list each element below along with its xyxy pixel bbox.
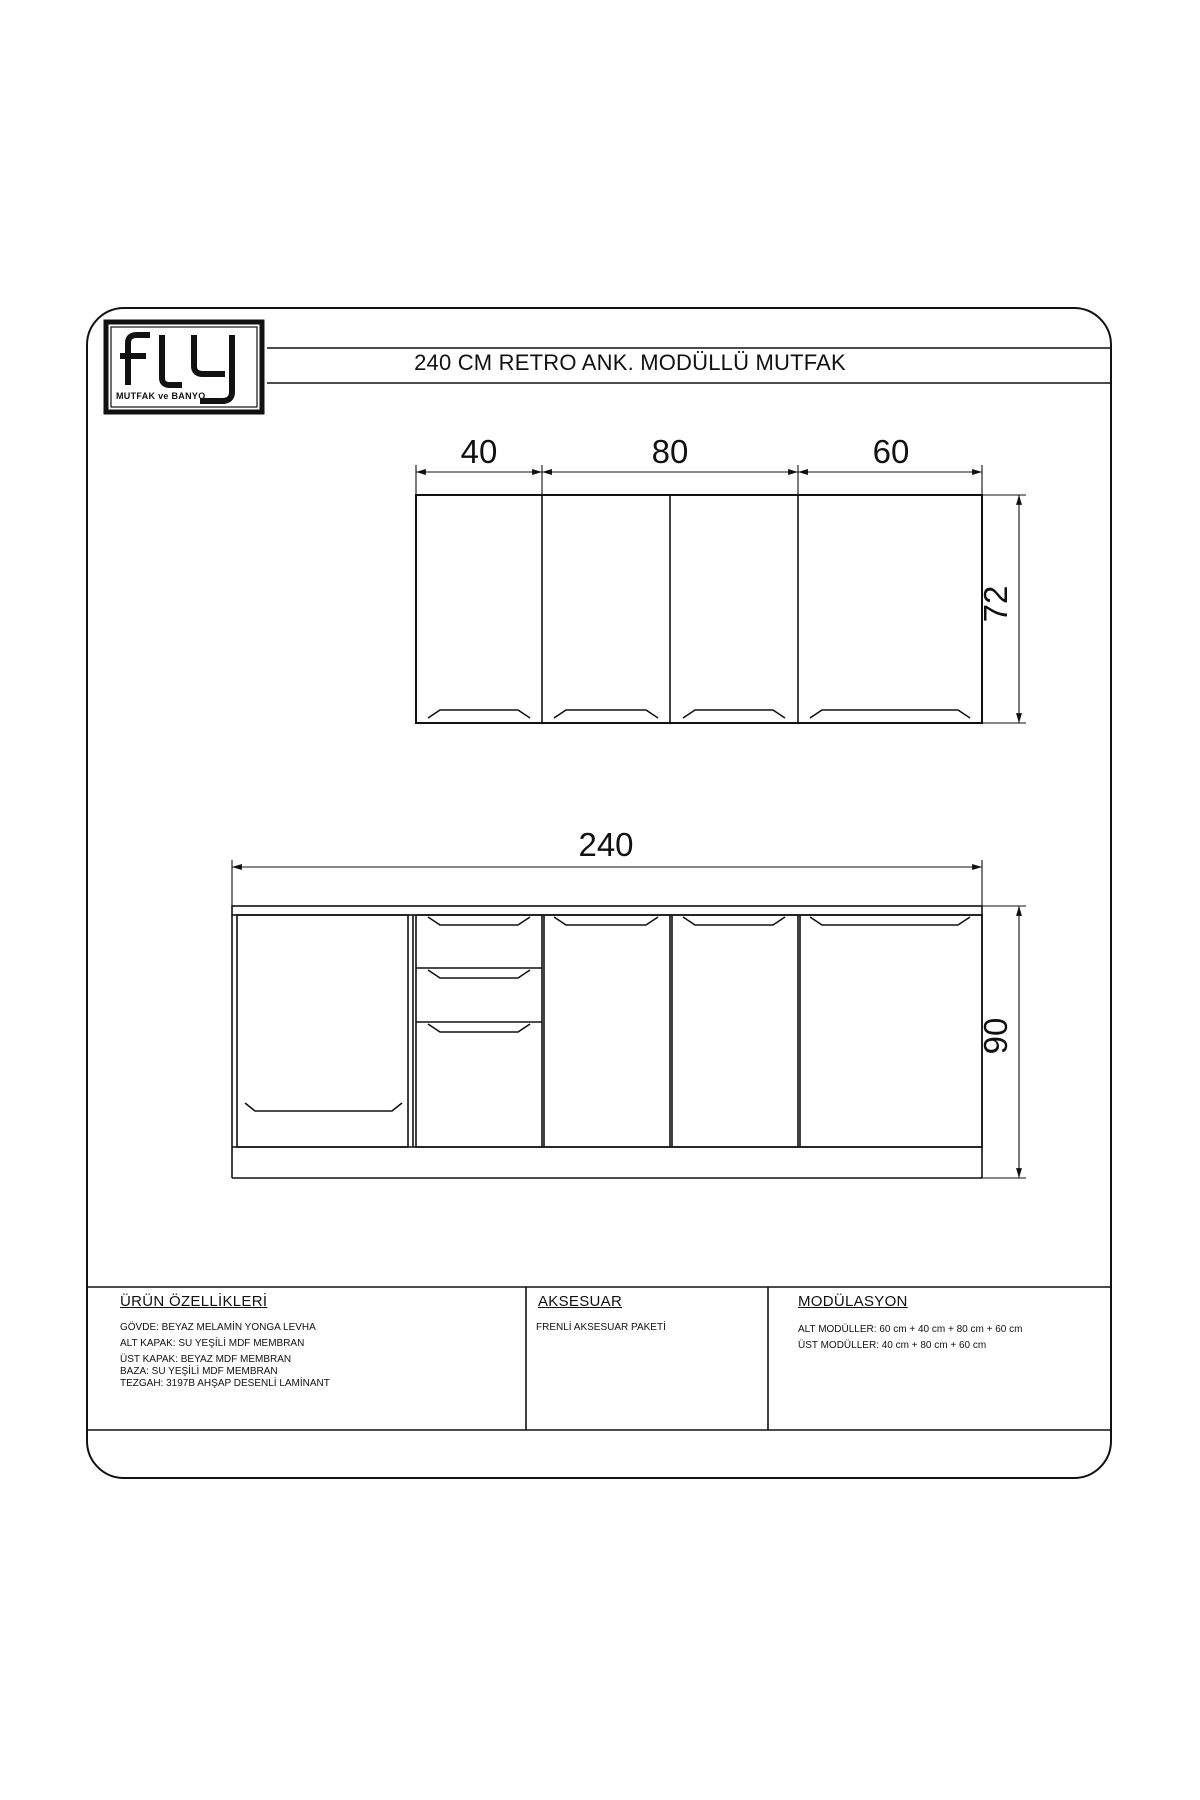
dimension-label-60: 60 xyxy=(872,433,910,470)
modulation-line: ALT MODÜLLER: 60 cm + 40 cm + 80 cm + 60 cm xyxy=(798,1324,1023,1335)
feature-line: ÜST KAPAK: BEYAZ MDF MEMBRAN xyxy=(120,1354,292,1365)
feature-line: ALT KAPAK: SU YEŞİLİ MDF MEMBRAN xyxy=(120,1338,305,1349)
feature-line: BAZA: SU YEŞİLİ MDF MEMBRAN xyxy=(120,1366,278,1377)
dimension-label-72: 72 xyxy=(977,585,1014,623)
lower-doors xyxy=(544,915,982,1147)
lower-drawer-module xyxy=(416,915,542,1147)
dimension-label-80: 80 xyxy=(651,433,689,470)
lower-dimension-lines xyxy=(232,860,1026,1178)
accessory-line: FRENLİ AKSESUAR PAKETİ xyxy=(536,1322,666,1333)
section-heading-modulation: MODÜLASYON xyxy=(798,1293,908,1310)
countertop xyxy=(232,906,982,915)
upper-cabinets xyxy=(416,495,982,723)
dimension-label-240: 240 xyxy=(578,826,634,863)
section-heading-accessory: AKSESUAR xyxy=(538,1293,623,1310)
upper-door-handles xyxy=(428,710,970,718)
logo-subtitle: MUTFAK ve BANYO xyxy=(116,391,206,401)
feature-line: GÖVDE: BEYAZ MELAMİN YONGA LEVHA xyxy=(120,1322,316,1333)
page-title: 240 CM RETRO ANK. MODÜLLÜ MUTFAK xyxy=(414,350,846,375)
modulation-line: ÜST MODÜLLER: 40 cm + 80 cm + 60 cm xyxy=(798,1340,987,1351)
lower-open-module xyxy=(237,915,413,1147)
dimension-label-90: 90 xyxy=(977,1017,1014,1055)
feature-line: TEZGAH: 3197B AHŞAP DESENLİ LAMİNANT xyxy=(120,1378,330,1389)
dimension-label-40: 40 xyxy=(460,433,498,470)
section-heading-product-features: ÜRÜN ÖZELLİKLERİ xyxy=(120,1293,268,1310)
upper-dimension-lines xyxy=(416,465,1026,723)
lower-cabinets xyxy=(232,906,982,1178)
